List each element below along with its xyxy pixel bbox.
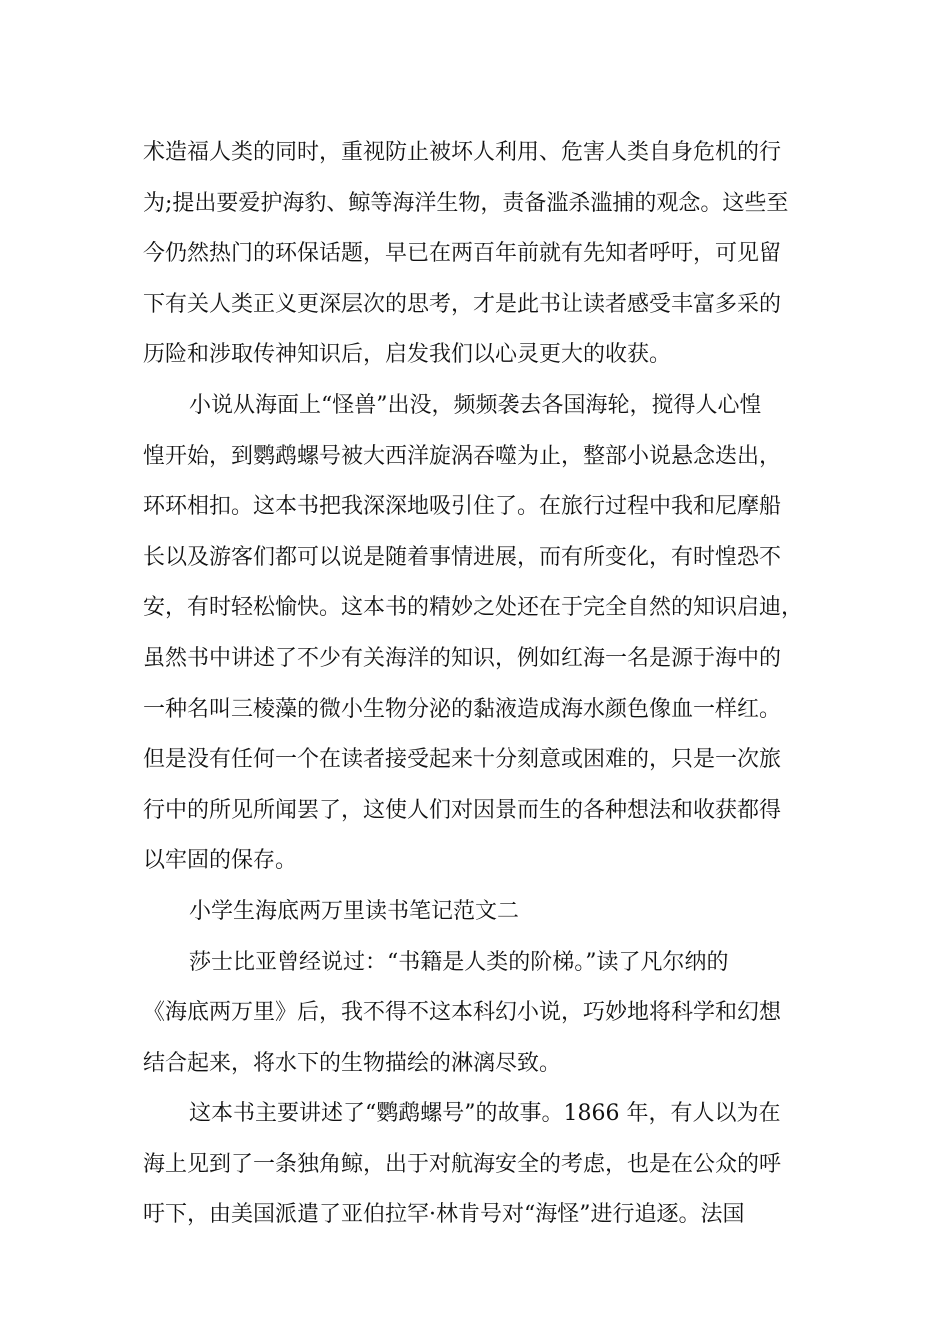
body-text <box>143 128 803 1241</box>
text-line: 以牢固的保存。 <box>143 848 298 874</box>
text-line: 今仍然热门的环保话题，早已在两百年前就有先知者呼吁，可见留 <box>143 241 782 267</box>
text-line: 为;提出要爱护海豹、鲸等海洋生物，责备滥杀滥捕的观念。这些至 <box>143 190 789 216</box>
paragraph-first-line: 这本书主要讲述了“鹦鹉螺号”的故事。1866 年，有人以为在 <box>189 1101 781 1127</box>
text-line: 吁下，由美国派遣了亚伯拉罕·林肯号对“海怪”进行追逐。法国 <box>143 1202 745 1228</box>
text-line: 一种名叫三棱藻的微小生物分泌的黏液造成海水颜色像血一样红。 <box>143 696 782 722</box>
text-line: 历险和涉取传神知识后，启发我们以心灵更大的收获。 <box>143 342 672 368</box>
text-line: 惶开始，到鹦鹉螺号被大西洋旋涡吞噬为止，整部小说悬念迭出， <box>143 443 782 469</box>
text-line: 《海底两万里》后，我不得不这本科幻小说，巧妙地将科学和幻想 <box>143 1000 782 1026</box>
text-line: 下有关人类正义更深层次的思考，才是此书让读者感受丰富多采的 <box>143 291 782 317</box>
text-line: 结合起来，将水下的生物描绘的淋漓尽致。 <box>143 1050 562 1076</box>
section-heading: 小学生海底两万里读书笔记范文二 <box>189 898 520 924</box>
text-line: 环环相扣。这本书把我深深地吸引住了。在旅行过程中我和尼摩船 <box>143 494 782 520</box>
paragraph-first-line: 小说从海面上“怪兽”出没，频频袭去各国海轮，搅得人心惶 <box>189 392 762 418</box>
text-line: 术造福人类的同时，重视防止被坏人利用、危害人类自身危机的行 <box>143 140 782 165</box>
text-line: 安，有时轻松愉快。这本书的精妙之处还在于完全自然的知识启迪， <box>143 595 804 621</box>
text-line: 虽然书中讲述了不少有关海洋的知识，例如红海一名是源于海中的 <box>143 645 782 671</box>
text-line: 行中的所见所闻罢了，这使人们对因景而生的各种想法和收获都得 <box>143 797 782 823</box>
text-line: 长以及游客们都可以说是随着事情进展，而有所变化，有时惶恐不 <box>143 544 782 570</box>
paragraph-first-line: 莎士比亚曾经说过：“书籍是人类的阶梯。”读了凡尔纳的 <box>189 949 729 975</box>
text-line: 海上见到了一条独角鲸，出于对航海安全的考虑，也是在公众的呼 <box>143 1151 782 1177</box>
text-line: 但是没有任何一个在读者接受起来十分刻意或困难的，只是一次旅 <box>143 747 782 773</box>
